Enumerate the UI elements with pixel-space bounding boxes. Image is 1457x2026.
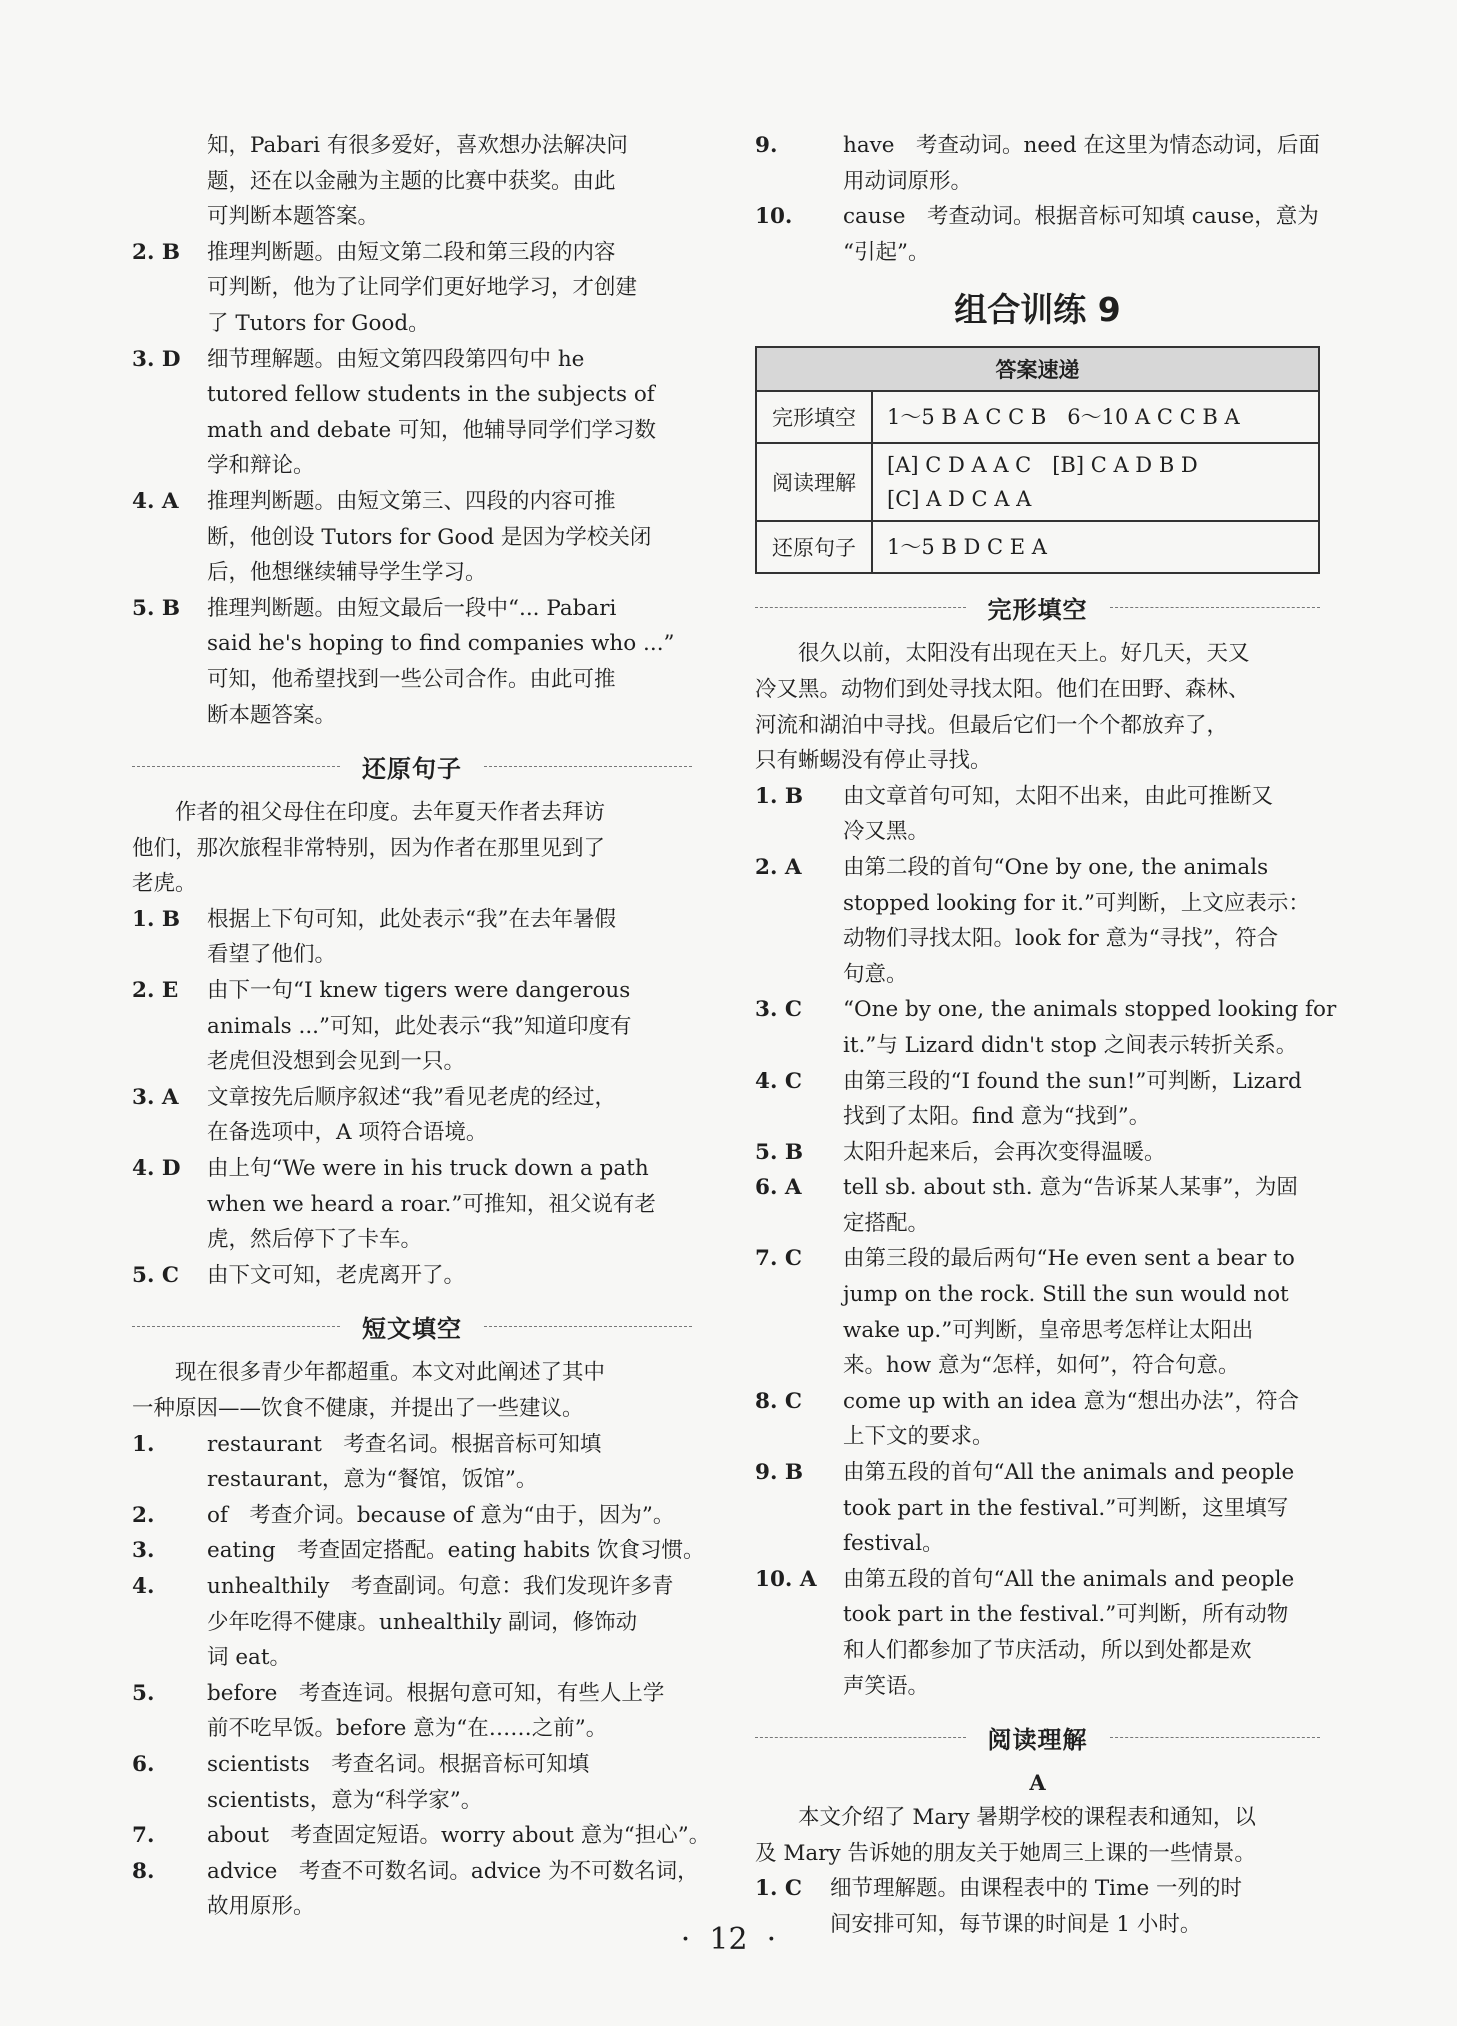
- passage-label: A: [1029, 1770, 1046, 1796]
- answer-key-header: 答案速递: [756, 347, 1319, 391]
- answer-text-continued: 定搭配。: [843, 1210, 930, 1236]
- passage-summary: 一种原因——饮食不健康，并提出了一些建议。: [132, 1396, 584, 1421]
- answer-item: [755, 850, 1320, 886]
- answer-text-continued: tutored fellow students in the subjects of: [207, 382, 655, 408]
- answer-text-continued: 间安排可知，每节课的时间是 1 小时。: [830, 1911, 1202, 1937]
- answer-item: [132, 235, 692, 271]
- answer-text-continued: 找到了太阳。find 意为“找到”。: [843, 1104, 1151, 1130]
- answer-item: [755, 1871, 1320, 1907]
- passage-summary: 他们，那次旅程非常特别，因为作者在那里见到了: [132, 835, 606, 861]
- answer-text-continued: took part in the festival.”可判断，所有动物: [843, 1602, 1289, 1628]
- answer-number: 4. D: [132, 1156, 181, 1182]
- answer-text: 由下文可知，老虎离开了。: [207, 1262, 466, 1288]
- answer-text-continued: 用动词原形。: [843, 168, 973, 194]
- answer-item: [132, 1854, 699, 1890]
- right-column: [755, 128, 1337, 1943]
- answer-text: before 考查连词。根据句意可知，有些人上学: [207, 1680, 665, 1706]
- answer-number: 6. A: [755, 1175, 802, 1201]
- answer-key-table: [755, 346, 1320, 574]
- passage-summary: 很久以前，太阳没有出现在天上。好几天，天又: [798, 641, 1250, 667]
- answer-text-continued: 老虎但没想到会见到一只。: [207, 1049, 466, 1075]
- answer-text-continued: 了 Tutors for Good。: [207, 310, 430, 336]
- answer-number: 8.: [132, 1858, 155, 1884]
- answer-key-label: 阅读理解: [756, 443, 872, 521]
- section-heading: [755, 584, 1320, 630]
- answer-text-continued: 知，Pabari 有很多爱好，喜欢想办法解决问: [207, 133, 628, 158]
- heading-rule-right: [484, 1326, 692, 1327]
- answer-text: come up with an idea 意为“想出办法”，符合: [843, 1388, 1299, 1414]
- answer-item: [132, 902, 692, 938]
- answer-item: [132, 1258, 692, 1294]
- answer-item: [755, 992, 1337, 1028]
- left-column: [132, 128, 711, 1925]
- answer-item: [755, 1135, 1320, 1171]
- answer-text: 由第二段的首句“One by one, the animals: [843, 854, 1269, 880]
- answer-number: 2.: [132, 1502, 155, 1528]
- answer-text-continued: when we heard a roar.”可推知，祖父说有老: [207, 1191, 656, 1217]
- answer-item: [132, 1427, 692, 1463]
- answer-text: 由第三段的“I found the sun!”可判断，Lizard: [843, 1068, 1302, 1094]
- answer-item: [132, 591, 692, 627]
- answer-item: [132, 1676, 692, 1712]
- answer-text: unhealthily 考查副词。句意：我们发现许多青: [207, 1573, 674, 1599]
- section-heading-title: 完形填空: [987, 595, 1088, 624]
- answer-number: 3. C: [755, 997, 803, 1023]
- section-heading: [132, 1303, 692, 1349]
- answer-text: 细节理解题。由短文第四段第四句中 he: [207, 346, 585, 372]
- section-heading-title: 短文填空: [362, 1314, 462, 1343]
- answer-item: [755, 1562, 1320, 1598]
- heading-rule-left: [755, 1737, 966, 1738]
- answer-item: [755, 199, 1320, 235]
- answer-item: [132, 1569, 692, 1605]
- answer-text: 推理判断题。由短文最后一段中“... Pabari: [207, 595, 617, 621]
- answer-text-continued: 词 eat。: [207, 1645, 292, 1671]
- answer-number: 9.: [755, 133, 778, 158]
- answer-key-label: 还原句子: [756, 521, 872, 573]
- passage-summary: 作者的祖父母住在印度。去年夏天作者去拜访: [175, 800, 606, 826]
- answer-text-continued: 少年吃得不健康。unhealthily 副词，修饰动: [207, 1609, 638, 1635]
- answer-key-row: [756, 391, 1319, 443]
- answer-text-continued: animals ...”可知，此处表示“我”知道印度有: [207, 1013, 632, 1039]
- heading-rule-left: [132, 1326, 340, 1327]
- heading-rule-right: [484, 766, 692, 767]
- answer-text: about 考查固定短语。worry about 意为“担心”。: [207, 1823, 711, 1849]
- answer-number: 9. B: [755, 1460, 804, 1486]
- answer-text-continued: 声笑语。: [843, 1673, 930, 1699]
- answer-text: 由上句“We were in his truck down a path: [207, 1156, 649, 1182]
- answer-text: of 考查介词。because of 意为“由于，因为”。: [207, 1502, 675, 1528]
- answer-key-line: 1～5 B A C C B 6～10 A C C B A: [887, 405, 1240, 430]
- answer-key-row: [756, 443, 1319, 521]
- answer-text: advice 考查不可数名词。advice 为不可数名词，: [207, 1858, 699, 1884]
- answer-text-continued: 来。how 意为“怎样，如何”，符合句意。: [843, 1353, 1240, 1379]
- answer-text-continued: 在备选项中，A 项符合语境。: [207, 1120, 488, 1146]
- answer-number: 2. B: [132, 239, 181, 265]
- section-heading: [132, 743, 692, 789]
- answer-text: 细节理解题。由课程表中的 Time 一列的时: [830, 1876, 1242, 1902]
- answer-text-continued: 句意。: [843, 961, 908, 987]
- answer-item: [755, 1170, 1320, 1206]
- answer-number: 3.: [132, 1538, 155, 1564]
- answer-number: 1. B: [755, 783, 804, 809]
- answer-number: 4.: [132, 1573, 155, 1599]
- heading-rule-left: [755, 607, 966, 608]
- answer-number: 5. C: [132, 1262, 180, 1288]
- answer-text-continued: restaurant，意为“餐馆，饭馆”。: [207, 1467, 538, 1493]
- answer-number: 7. C: [755, 1246, 803, 1272]
- answer-text: 由下一句“I knew tigers were dangerous: [207, 978, 631, 1004]
- answer-text-continued: 可判断本题答案。: [207, 204, 380, 230]
- passage-summary: 河流和湖泊中寻找。但最后它们一个个都放弃了，: [755, 712, 1229, 738]
- answer-text: have 考查动词。need 在这里为情态动词，后面: [843, 133, 1320, 158]
- answer-text: 推理判断题。由短文第二段和第三段的内容: [207, 239, 616, 265]
- answer-text: 由第五段的首句“All the animals and people: [843, 1566, 1295, 1592]
- answer-item: [755, 128, 1320, 164]
- answer-item: [132, 342, 692, 378]
- answer-text-continued: 断，他创设 Tutors for Good 是因为学校关闭: [207, 524, 652, 550]
- answer-text-continued: 上下文的要求。: [843, 1424, 994, 1450]
- answer-item: [132, 1498, 692, 1534]
- answer-text-continued: math and debate 可知，他辅导同学们学习数: [207, 417, 657, 443]
- answer-text-continued: “引起”。: [843, 239, 930, 265]
- passage-summary: 本文介绍了 Mary 暑期学校的课程表和通知，以: [798, 1805, 1256, 1831]
- answer-number: 1. C: [755, 1876, 803, 1902]
- answer-item: [755, 1241, 1320, 1277]
- passage-summary: 现在很多青少年都超重。本文对此阐述了其中: [175, 1360, 606, 1386]
- answer-text: tell sb. about sth. 意为“告诉某人某事”，为固: [843, 1175, 1298, 1201]
- answer-number: 5. B: [755, 1139, 804, 1165]
- answer-number: 6.: [132, 1751, 155, 1777]
- answer-text-continued: 可知，他希望找到一些公司合作。由此可推: [207, 666, 616, 692]
- answer-number: 2. A: [755, 854, 802, 880]
- section-heading-title: 阅读理解: [987, 1725, 1088, 1754]
- answer-key-header-row: [756, 347, 1319, 391]
- answer-text-continued: 虎，然后停下了卡车。: [207, 1227, 423, 1253]
- answer-text: 推理判断题。由短文第三、四段的内容可推: [207, 488, 616, 514]
- section-title: 组合训练 9: [954, 290, 1121, 330]
- answer-key-values: [872, 521, 1319, 573]
- answer-number: 5. B: [132, 595, 181, 621]
- answer-text-continued: 冷又黑。: [843, 819, 930, 845]
- heading-rule-left: [132, 766, 340, 767]
- answer-key-values: [872, 443, 1319, 521]
- answer-text-continued: 动物们寻找太阳。look for 意为“寻找”，符合: [843, 926, 1279, 952]
- heading-rule-right: [1110, 607, 1321, 608]
- answer-text: 文章按先后顺序叙述“我”看见老虎的经过，: [207, 1084, 616, 1110]
- passage-summary: 只有蜥蜴没有停止寻找。: [755, 748, 992, 774]
- answer-number: 5.: [132, 1680, 155, 1706]
- answer-text: cause 考查动词。根据音标可知填 cause，意为: [843, 204, 1319, 230]
- answer-text-continued: scientists，意为“科学家”。: [207, 1787, 483, 1813]
- answer-number: 3. A: [132, 1084, 179, 1110]
- answer-text-continued: jump on the rock. Still the sun would not: [843, 1282, 1289, 1308]
- answer-key-line: [A] C D A A C [B] C A D B D: [887, 453, 1198, 478]
- answer-text-continued: 看望了他们。: [207, 942, 337, 968]
- answer-item: [132, 1747, 692, 1783]
- answer-text: 由文章首句可知，太阳不出来，由此可推断又: [843, 783, 1274, 809]
- answer-text-continued: took part in the festival.”可判断，这里填写: [843, 1495, 1289, 1521]
- answer-item: [132, 1080, 692, 1116]
- answer-text-continued: 可判断，他为了让同学们更好地学习，才创建: [207, 275, 638, 301]
- answer-text-continued: 断本题答案。: [207, 702, 337, 728]
- answer-text-continued: wake up.”可判断，皇帝思考怎样让太阳出: [843, 1317, 1254, 1343]
- answer-number: 2. E: [132, 978, 179, 1004]
- answer-text-continued: 前不吃早饭。before 意为“在……之前”。: [207, 1716, 608, 1742]
- page-number: · 12 ·: [680, 1922, 777, 1957]
- answer-number: 10. A: [755, 1566, 817, 1592]
- answer-key-values: [872, 391, 1319, 443]
- passage-summary: 冷又黑。动物们到处寻找太阳。他们在田野、森林、: [755, 676, 1250, 702]
- section-heading-title: 还原句子: [362, 754, 462, 783]
- answer-text: 由第三段的最后两句“He even sent a bear to: [843, 1246, 1295, 1272]
- answer-item: [132, 1818, 711, 1854]
- answer-text: “One by one, the animals stopped looking for: [843, 997, 1337, 1023]
- answer-number: 7.: [132, 1823, 155, 1849]
- answer-text-continued: 后，他想继续辅导学生学习。: [207, 560, 487, 586]
- answer-text: scientists 考查名词。根据音标可知填: [207, 1751, 590, 1777]
- answer-item: [755, 779, 1320, 815]
- answer-item: [755, 1384, 1320, 1420]
- answer-text: 根据上下句可知，此处表示“我”在去年暑假: [207, 906, 616, 932]
- answer-item: [132, 1151, 692, 1187]
- answer-text-continued: festival。: [843, 1531, 944, 1557]
- section-heading: [755, 1714, 1320, 1760]
- passage-summary: 老虎。: [132, 871, 197, 897]
- answer-text-continued: 和人们都参加了节庆活动，所以到处都是欢: [843, 1638, 1252, 1663]
- answer-text-continued: said he's hoping to find companies who ...”: [207, 631, 675, 657]
- answer-item: [132, 1533, 705, 1569]
- answer-text-continued: 故用原形。: [207, 1894, 315, 1920]
- answer-number: 1.: [132, 1431, 155, 1457]
- answer-text-continued: 学和辩论。: [207, 453, 315, 479]
- answer-key-label: 完形填空: [756, 391, 872, 443]
- answer-number: 8. C: [755, 1388, 803, 1414]
- answer-item: [132, 484, 692, 520]
- passage-summary: 及 Mary 告诉她的朋友关于她周三上课的一些情景。: [755, 1840, 1256, 1866]
- answer-number: 4. C: [755, 1068, 803, 1094]
- answer-item: [755, 1455, 1320, 1491]
- answer-text-continued: stopped looking for it.”可判断，上文应表示：: [843, 890, 1310, 916]
- answer-key-row: [756, 521, 1319, 573]
- answer-number: 4. A: [132, 488, 179, 514]
- answer-text-continued: it.”与 Lizard didn't stop 之间表示转折关系。: [843, 1032, 1298, 1058]
- answer-item: [132, 973, 692, 1009]
- answer-text: restaurant 考查名词。根据音标可知填: [207, 1431, 602, 1457]
- answer-text: eating 考查固定搭配。eating habits 饮食习惯。: [207, 1538, 705, 1564]
- answer-key-line: 1～5 B D C E A: [887, 535, 1047, 560]
- answer-text: 由第五段的首句“All the animals and people: [843, 1460, 1295, 1486]
- answer-number: 1. B: [132, 906, 181, 932]
- answer-number: 10.: [755, 204, 793, 230]
- answer-text: 太阳升起来后，会再次变得温暖。: [843, 1139, 1166, 1165]
- answer-number: 3. D: [132, 346, 181, 372]
- heading-rule-right: [1110, 1737, 1321, 1738]
- answer-key-line: [C] A D C A A: [887, 487, 1032, 512]
- answer-item: [755, 1064, 1320, 1100]
- answer-text-continued: 题，还在以金融为主题的比赛中获奖。由此: [207, 168, 616, 194]
